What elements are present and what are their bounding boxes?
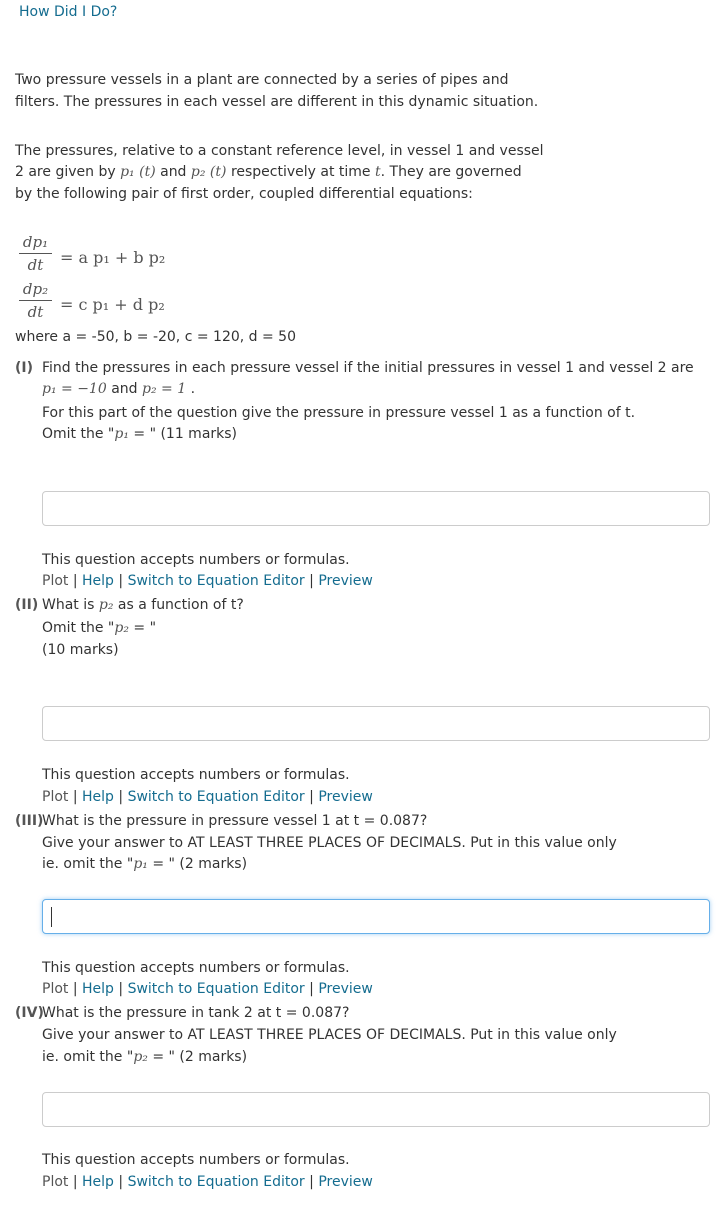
p2-symbol: p₂ xyxy=(133,1049,148,1065)
p1-symbol: p₁ xyxy=(114,426,129,442)
equation-2-numerator: dp₂ xyxy=(22,280,49,298)
answer-input-1[interactable] xyxy=(42,491,710,526)
question-1-omit-b: = " (11 marks) xyxy=(128,426,238,442)
separator: | xyxy=(118,1174,124,1190)
separator: | xyxy=(309,981,314,997)
question-3-number: (III) xyxy=(15,813,44,829)
question-2-marks: (10 marks) xyxy=(42,642,119,658)
question-4-omit-a: ie. omit the " xyxy=(42,1049,134,1065)
fraction-bar xyxy=(19,300,52,301)
answer-tools-4 xyxy=(42,1174,373,1190)
question-3-omit-b: = " (2 marks) xyxy=(147,856,248,872)
intro-text-a: 2 are given by xyxy=(15,164,116,180)
separator: | xyxy=(309,573,314,589)
intro-text-d: . They are governed xyxy=(380,164,522,180)
preview-link[interactable]: Preview xyxy=(318,573,373,589)
separator: | xyxy=(72,981,78,997)
answer-tools-1 xyxy=(42,573,373,589)
intro-line-1: Two pressure vessels in a plant are connected by a series of pipes and xyxy=(15,72,509,88)
help-link[interactable]: Help xyxy=(82,789,114,805)
intro-para2-line-1: The pressures, relative to a constant reference level, in vessel 1 and vessel xyxy=(15,143,544,159)
equation-2-rhs: = c p₁ + d p₂ xyxy=(60,295,165,314)
equation-2-fraction xyxy=(19,280,52,321)
question-1-period: . xyxy=(190,381,196,397)
accepts-formulas-note: This question accepts numbers or formulas. xyxy=(42,767,350,783)
separator: | xyxy=(118,789,124,805)
question-2-number: (II) xyxy=(15,597,39,613)
help-link[interactable]: Help xyxy=(82,1174,114,1190)
preview-link[interactable]: Preview xyxy=(318,981,373,997)
plot-link[interactable]: Plot xyxy=(42,1174,69,1190)
separator: | xyxy=(72,573,78,589)
p1-initial: p₁ = −10 xyxy=(42,381,107,397)
question-1-line-3: For this part of the question give the pressure in pressure vessel 1 as a function of t. xyxy=(42,405,636,421)
help-link[interactable]: Help xyxy=(82,573,114,589)
preview-link[interactable]: Preview xyxy=(318,1174,373,1190)
question-1-number: (I) xyxy=(15,360,34,376)
separator: | xyxy=(72,789,78,805)
equation-2-denominator: dt xyxy=(27,303,44,321)
equation-1-denominator: dt xyxy=(27,256,44,274)
question-1-line-4 xyxy=(42,426,237,442)
intro-text-and: and xyxy=(160,164,187,180)
equation-1-fraction xyxy=(19,233,52,274)
answer-tools-2 xyxy=(42,789,373,805)
p2-symbol: p₂ xyxy=(98,597,114,613)
plot-link[interactable]: Plot xyxy=(42,789,69,805)
separator: | xyxy=(118,981,124,997)
question-3-line-2: Give your answer to AT LEAST THREE PLACES OF DECIMALS. Put in this value only xyxy=(42,835,617,851)
switch-equation-editor-link[interactable]: Switch to Equation Editor xyxy=(127,789,305,805)
question-4-omit-b: = " (2 marks) xyxy=(147,1049,248,1065)
equation-1-numerator: dp₁ xyxy=(22,233,49,251)
separator: | xyxy=(118,573,124,589)
question-4-line-3 xyxy=(42,1049,247,1065)
separator: | xyxy=(309,1174,314,1190)
intro-para2-line-2 xyxy=(15,164,522,180)
help-link[interactable]: Help xyxy=(82,981,114,997)
question-4-number: (IV) xyxy=(15,1005,44,1021)
accepts-formulas-note: This question accepts numbers or formulas. xyxy=(42,960,350,976)
accepts-formulas-note: This question accepts numbers or formulas. xyxy=(42,552,350,568)
plot-link[interactable]: Plot xyxy=(42,573,69,589)
plot-link[interactable]: Plot xyxy=(42,981,69,997)
switch-equation-editor-link[interactable]: Switch to Equation Editor xyxy=(127,981,305,997)
separator: | xyxy=(72,1174,78,1190)
separator: | xyxy=(309,789,314,805)
question-2-function-of-t: as a function of t? xyxy=(117,597,244,613)
switch-equation-editor-link[interactable]: Switch to Equation Editor xyxy=(127,573,305,589)
question-2-omit-b: = " xyxy=(128,620,157,636)
question-1-omit-a: Omit the " xyxy=(42,426,115,442)
question-2-omit-a: Omit the " xyxy=(42,620,115,636)
answer-input-2[interactable] xyxy=(42,706,710,741)
time-t: t xyxy=(375,164,381,180)
question-2-what-is: What is xyxy=(42,597,95,613)
p2-of-t: p₂ (t) xyxy=(190,164,227,180)
answer-input-4[interactable] xyxy=(42,1092,710,1127)
answer-tools-3 xyxy=(42,981,373,997)
accepts-formulas-note: This question accepts numbers or formulas. xyxy=(42,1152,350,1168)
equation-1-rhs: = a p₁ + b p₂ xyxy=(60,248,166,267)
question-2-line-1 xyxy=(42,597,244,613)
question-4-line-1: What is the pressure in tank 2 at t = 0.087? xyxy=(42,1005,350,1021)
text-caret xyxy=(51,907,52,927)
question-4-line-2: Give your answer to AT LEAST THREE PLACES OF DECIMALS. Put in this value only xyxy=(42,1027,617,1043)
p1-of-t: p₁ (t) xyxy=(120,164,156,180)
p2-initial: p₂ = 1 xyxy=(142,381,187,397)
intro-para2-line-3: by the following pair of first order, coupled differential equations: xyxy=(15,186,473,202)
p1-symbol: p₁ xyxy=(133,856,148,872)
switch-equation-editor-link[interactable]: Switch to Equation Editor xyxy=(127,1174,305,1190)
p2-symbol: p₂ xyxy=(114,620,129,636)
question-1-line-2 xyxy=(42,381,195,397)
question-1-and: and xyxy=(111,381,138,397)
question-3-line-3 xyxy=(42,856,247,872)
question-2-line-2 xyxy=(42,620,156,636)
constants-line: where a = -50, b = -20, c = 120, d = 50 xyxy=(15,329,296,345)
question-3-line-1: What is the pressure in pressure vessel 1 at t = 0.087? xyxy=(42,813,428,829)
answer-input-3[interactable] xyxy=(42,899,710,934)
how-did-i-do-link[interactable]: How Did I Do? xyxy=(19,4,118,20)
intro-text-c: respectively at time xyxy=(230,164,371,180)
preview-link[interactable]: Preview xyxy=(318,789,373,805)
fraction-bar xyxy=(19,253,52,254)
question-3-omit-a: ie. omit the " xyxy=(42,856,134,872)
question-1-line-1: Find the pressures in each pressure vessel if the initial pressures in vessel 1 and vessel 2 are xyxy=(42,360,694,376)
intro-line-2: filters. The pressures in each vessel are different in this dynamic situation. xyxy=(15,94,539,110)
